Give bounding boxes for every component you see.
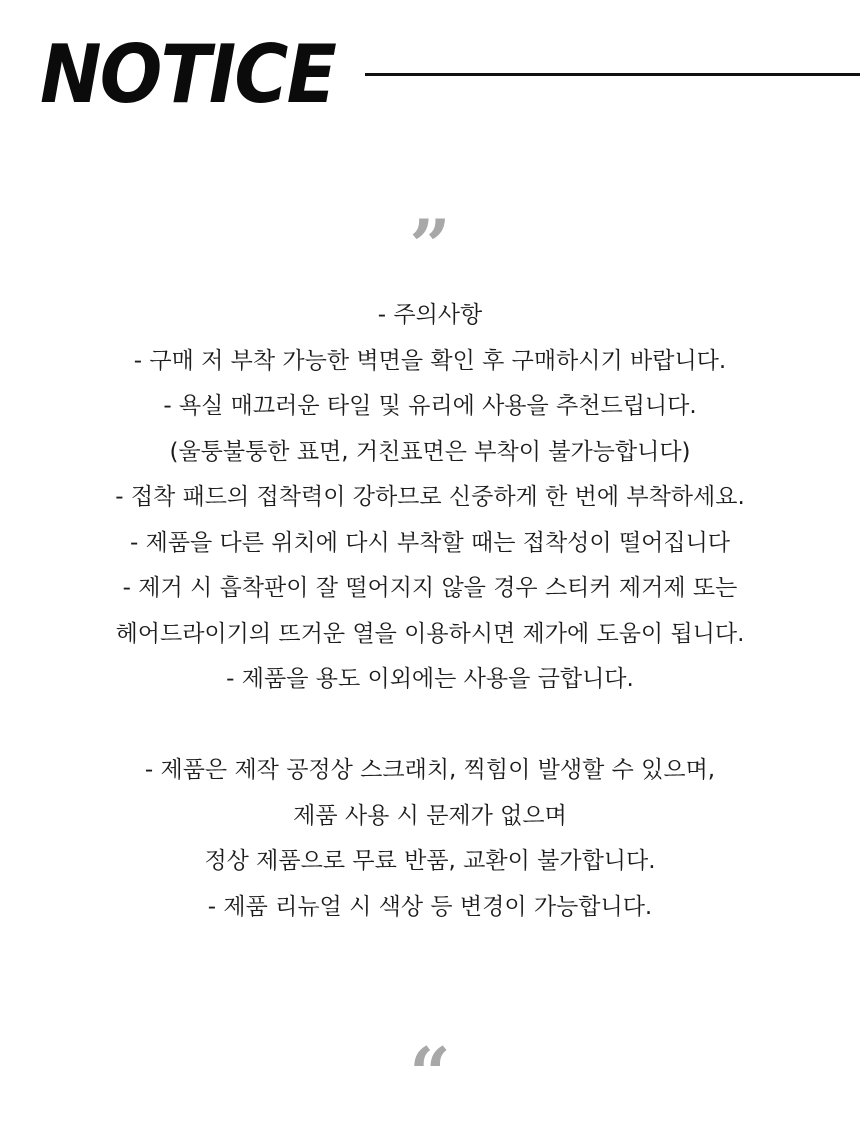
closing-quote-icon: ”	[409, 210, 451, 258]
notice-line: - 구매 저 부착 가능한 벽면을 확인 후 구매하시기 바랍니다.	[133, 347, 727, 374]
notice-line: - 제품은 제작 공정상 스크래치, 찍힘이 발생할 수 있으며,	[144, 757, 716, 783]
notice-line: - 제거 시 흡착판이 잘 떨어지지 않을 경우 스티커 제거제 또는	[122, 575, 738, 601]
opening-quote-icon: “	[409, 1038, 451, 1086]
notice-line: 제품 사용 시 문제가 없으며	[293, 802, 567, 829]
notice-title: NOTICE	[40, 28, 336, 121]
notice-body	[0, 293, 860, 930]
notice-line: - 제품을 다른 위치에 다시 부착할 때는 접착성이 떨어집니다	[129, 529, 731, 556]
paragraph-spacer	[0, 703, 860, 749]
notice-header	[0, 0, 860, 140]
notice-line: (울퉁불퉁한 표면, 거친표면은 부착이 불가능합니다)	[169, 438, 691, 465]
notice-line: - 주의사항	[377, 302, 483, 328]
notice-line: - 제품 리뉴얼 시 색상 등 변경이 가능합니다.	[207, 893, 653, 920]
header-divider	[365, 73, 860, 76]
notice-line: - 욕실 매끄러운 타일 및 유리에 사용을 추천드립니다.	[163, 393, 697, 419]
notice-line: - 제품을 용도 이외에는 사용을 금합니다.	[226, 666, 634, 692]
notice-line: 정상 제품으로 무료 반품, 교환이 불가합니다.	[204, 848, 656, 874]
notice-line: - 접착 패드의 접착력이 강하므로 신중하게 한 번에 부착하세요.	[115, 484, 745, 510]
notice-line: 헤어드라이기의 뜨거운 열을 이용하시면 제가에 도움이 됩니다.	[115, 620, 745, 647]
